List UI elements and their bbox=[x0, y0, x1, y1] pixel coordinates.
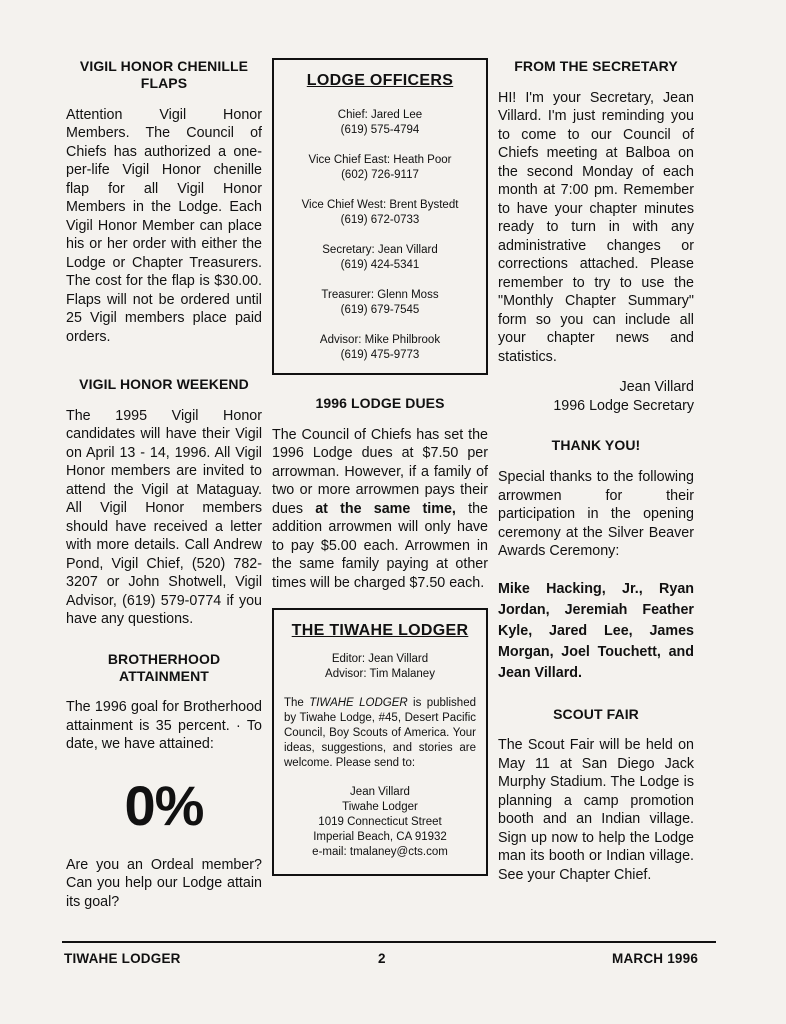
thanks-heading: THANK YOU! bbox=[551, 437, 641, 454]
brotherhood-closing: Are you an Ordeal member? Can you help our Lodge attain its goal? bbox=[66, 856, 262, 910]
officer-role: Advisor: Mike Philbrook bbox=[319, 334, 441, 346]
vigil-weekend-article bbox=[66, 376, 262, 629]
officers-title: LODGE OFFICERS bbox=[306, 72, 454, 89]
lodger-desc-italic: TIWAHE LODGER bbox=[309, 697, 408, 710]
vigil-weekend-body: The 1995 Vigil Honor candidates will have their Vigil on April 13 - 14, 1996. All Vigil Honor members are invited to attend the Vigil at Mataguay. All Vigil Honor members should have received a letter with more details. Call Andrew Pond, Vigil Chief, (520) 782-3207 or John Shotwell, Vigil Advisor, (619) 579-0774 if you have any questions. bbox=[66, 407, 262, 628]
thanks-names: Mike Hacking, Jr., Ryan Jordan, Jeremiah Feather Kyle, Jared Lee, James Morgan, Joel Touchett, and Jean Villard. bbox=[498, 580, 694, 681]
vigil-weekend-heading: VIGIL HONOR WEEKEND bbox=[79, 376, 249, 393]
officer-entry bbox=[284, 288, 476, 318]
officer-role: Chief: Jared Lee bbox=[337, 109, 423, 121]
officer-phone: (619) 424-5341 bbox=[340, 259, 420, 271]
officer-role: Secretary: Jean Villard bbox=[322, 244, 438, 256]
lodger-desc-a: The bbox=[284, 697, 310, 710]
dues-article bbox=[272, 395, 488, 592]
officer-entry bbox=[284, 243, 476, 273]
officer-phone: (619) 575-4794 bbox=[340, 124, 420, 136]
lodger-desc-b: is published by Tiwahe Lodge, #45, Desert Pacific Council, Boy Scouts of America. Your ideas, suggestions, and stories are welcome. Please send to: bbox=[284, 697, 476, 770]
officer-phone: (619) 679-7545 bbox=[340, 304, 420, 316]
lodger-address-pub: Tiwahe Lodger bbox=[342, 801, 418, 814]
secretary-sign-title: 1996 Lodge Secretary bbox=[553, 397, 694, 414]
officer-entry bbox=[284, 153, 476, 183]
dues-body bbox=[272, 426, 488, 593]
secretary-sign-name: Jean Villard bbox=[619, 379, 694, 396]
lodger-email: e-mail: tmalaney@cts.com bbox=[312, 846, 448, 859]
thanks-body: Special thanks to the following arrowmen for their participation in the opening ceremony at the Silver Beaver Awards Ceremony: bbox=[498, 469, 694, 560]
secretary-heading: FROM THE SECRETARY bbox=[514, 58, 678, 74]
vigil-flaps-body: Attention Vigil Honor Members. The Council of Chiefs has authorized a one-per-life Vigil Honor chenille flap for all Vigil Honor Members in the Lodge. Each Vigil Honor Member can place his or her order with either the Lodge or Chapter Treasurers. The cost for the flap is $30.00. Flaps will not be ordered until 25 Vigil members place paid orders. bbox=[66, 106, 262, 345]
thanks-article bbox=[498, 437, 694, 683]
lodger-description bbox=[284, 696, 476, 771]
officer-role: Vice Chief East: Heath Poor bbox=[308, 154, 452, 166]
middle-column bbox=[272, 58, 488, 876]
dues-body-b: the addition arrowmen will only have to pay $5.00 each. Arrowmen in the same family paying at other times will be charged $7.50 each. bbox=[272, 500, 488, 591]
officer-phone: (619) 475-9773 bbox=[340, 349, 420, 361]
secretary-body: HI! I'm your Secretary, Jean Villard. I'm just reminding you to come to our Council of Chiefs meeting at Balboa on the second Monday of each month at 7:00 pm. Remember to have your chapter minutes ready to turn in with any administrative changes or corrections attached. Please remember to try to use the "Monthly Chapter Summary" form so you can include all your chapter news and statistics. bbox=[498, 89, 694, 365]
vigil-flaps-article bbox=[66, 58, 262, 346]
footer-publication: TIWAHE LODGER bbox=[64, 951, 181, 966]
brotherhood-heading: BROTHERHOOD ATTAINMENT bbox=[107, 650, 221, 684]
dues-body-a: The Council of Chiefs has set the 1996 Lodge dues at $7.50 per arrowman. However, if a family of two or more arrowmen pays their dues bbox=[272, 426, 488, 517]
left-column bbox=[66, 58, 262, 911]
officer-role: Treasurer: Glenn Moss bbox=[321, 289, 439, 301]
secretary-signature bbox=[498, 378, 694, 415]
officer-role: Vice Chief West: Brent Bystedt bbox=[301, 199, 459, 211]
officers-list bbox=[284, 108, 476, 363]
right-column bbox=[498, 58, 694, 884]
secretary-article bbox=[498, 58, 694, 415]
footer-rule bbox=[62, 941, 716, 943]
lodger-advisor: Advisor: Tim Malaney bbox=[325, 668, 435, 681]
officer-entry bbox=[284, 108, 476, 138]
lodger-address-city: Imperial Beach, CA 91932 bbox=[313, 831, 447, 844]
brotherhood-percent: 0% bbox=[124, 773, 204, 837]
footer-page-number: 2 bbox=[378, 951, 386, 966]
dues-heading: 1996 LODGE DUES bbox=[315, 395, 445, 411]
scout-fair-body: The Scout Fair will be held on May 11 at San Diego Jack Murphy Stadium. The Lodge is planning a camp promotion booth and an Indian village. Sign up now to help the Lodge man its booth or Indian village. See your Chapter Chief. bbox=[498, 737, 694, 883]
lodger-editor: Editor: Jean Villard bbox=[331, 653, 429, 666]
officer-entry bbox=[284, 198, 476, 228]
vigil-flaps-heading: VIGIL HONOR CHENILLE FLAPS bbox=[79, 58, 249, 91]
lodger-address-street: 1019 Connecticut Street bbox=[318, 816, 442, 829]
dues-body-bold: at the same time, bbox=[315, 500, 456, 517]
lodger-box bbox=[272, 608, 488, 876]
officer-phone: (619) 672-0733 bbox=[340, 214, 420, 226]
scout-fair-heading: SCOUT FAIR bbox=[553, 705, 639, 722]
brotherhood-body: The 1996 goal for Brotherhood attainment is 35 percent. · To date, we have attained: bbox=[66, 699, 262, 753]
officers-box bbox=[272, 58, 488, 375]
officer-entry bbox=[284, 333, 476, 363]
lodger-address-name: Jean Villard bbox=[350, 786, 410, 799]
lodger-title: THE TIWAHE LODGER bbox=[291, 622, 469, 640]
officer-phone: (602) 726-9117 bbox=[341, 169, 419, 181]
scout-fair-article bbox=[498, 706, 694, 885]
footer-date: MARCH 1996 bbox=[612, 951, 699, 966]
brotherhood-article bbox=[66, 651, 262, 912]
